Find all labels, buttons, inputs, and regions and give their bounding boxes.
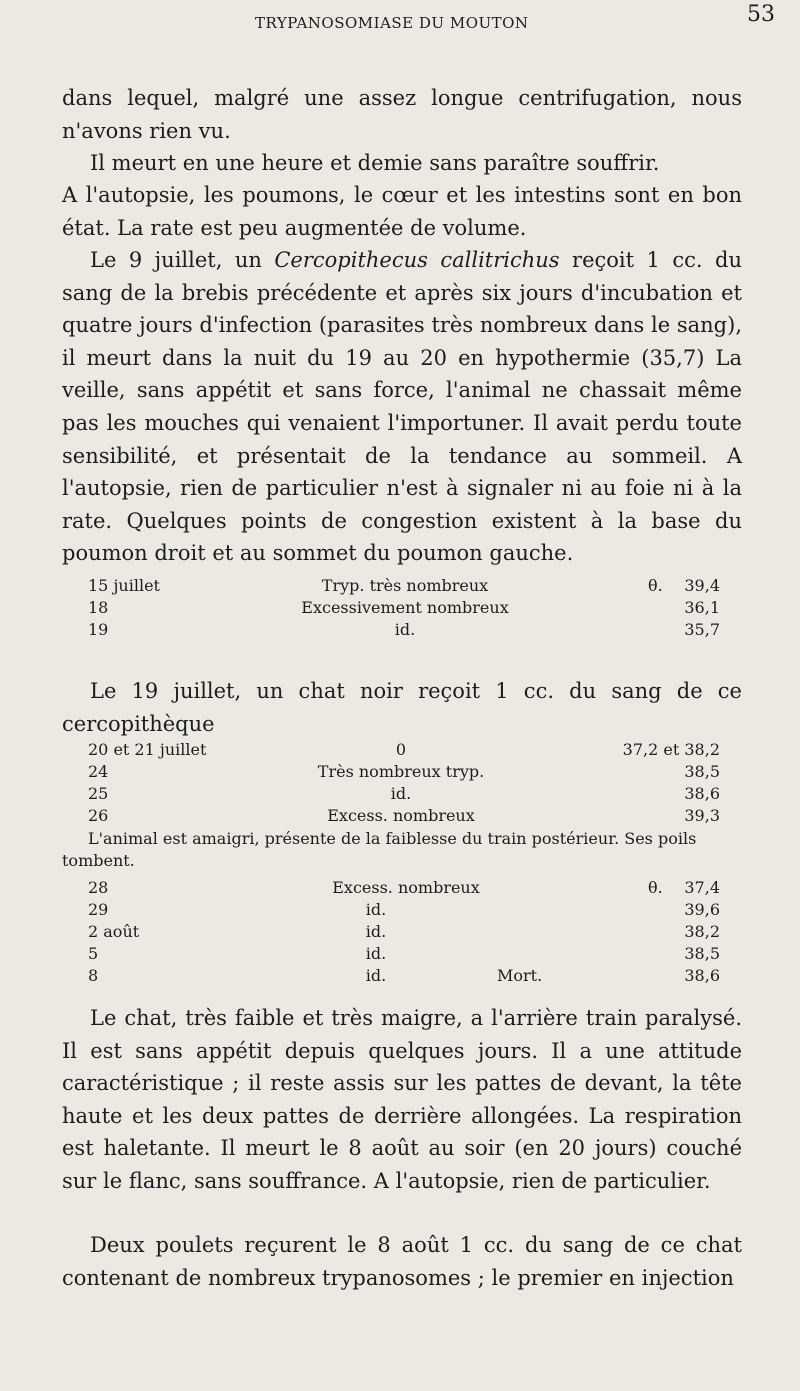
text-after-species: reçoit 1 cc. du sang de la brebis précédente et après six jours d'incubation et quatre jours d'infection (parasites très nombreux dans le sang), il meurt dans la nuit du 19 au 20 en hypothermie (35,7) La veille, sans appétit et sans force, l'animal ne chassait même pas les mouches qui venaient l'importuner. Il avait perdu toute sensibilité, et présentait de la tendance au sommeil. A l'autopsie, rien de particulier n'est à signaler ni au foie ni à la rate. Quelques points de congestion existent à la base du poumon droit et au sommet du poumon gauche. bbox=[62, 248, 742, 566]
temperature-cell: 37,4 bbox=[684, 878, 720, 897]
date-cell: 8 bbox=[88, 966, 99, 985]
temperature-cell: 38,6 bbox=[684, 966, 720, 985]
paragraph-death: Il meurt en une heure et demie sans paraître souffrir. bbox=[90, 151, 660, 175]
temperature-cell: 38,5 bbox=[684, 944, 720, 963]
table-row bbox=[0, 762, 800, 784]
theta-cell: θ. bbox=[648, 576, 663, 595]
temperature-cell: 38,5 bbox=[684, 762, 720, 781]
temperature-cell: 38,2 bbox=[684, 922, 720, 941]
table-row bbox=[0, 966, 800, 988]
date-cell: 5 bbox=[88, 944, 99, 963]
table-row bbox=[0, 878, 800, 900]
death-note: Mort. bbox=[497, 966, 543, 985]
observation-cell: Excess. nombreux bbox=[327, 806, 475, 825]
observation-cell: Très nombreux tryp. bbox=[317, 762, 485, 781]
table-row bbox=[0, 784, 800, 806]
table-row bbox=[0, 620, 800, 642]
date-cell: 15 juillet bbox=[88, 576, 160, 595]
date-cell: 28 bbox=[88, 878, 109, 897]
paragraph-autopsy: A l'autopsie, les poumons, le cœur et les intestins sont en bon état. La rate est peu augmentée de volume. bbox=[62, 183, 742, 240]
running-title: TRYPANOSOMIASE DU MOUTON bbox=[255, 14, 529, 32]
table-cercopithecus bbox=[0, 576, 800, 642]
date-cell: 26 bbox=[88, 806, 109, 825]
observation-cell: id. bbox=[365, 922, 387, 941]
observation-cell: id. bbox=[365, 900, 387, 919]
temperature-cell: 38,6 bbox=[684, 784, 720, 803]
text-before-species: Le 9 juillet, un bbox=[90, 248, 275, 272]
page-number: 53 bbox=[747, 2, 775, 27]
table-row bbox=[0, 576, 800, 598]
observation-cell: id. bbox=[390, 784, 412, 803]
observation-cell: 0 bbox=[395, 740, 407, 759]
date-cell: 20 et 21 juillet bbox=[88, 740, 207, 759]
temperature-cell: 39,4 bbox=[684, 576, 720, 595]
temperature-cell: 37,2 et 38,2 bbox=[622, 740, 720, 759]
paragraph-poulets: Deux poulets reçurent le 8 août 1 cc. du sang de ce chat contenant de nombreux trypanosomes ; le premier en injection bbox=[62, 1233, 742, 1290]
observation-note: L'animal est amaigri, présente de la faiblesse du train postérieur. Ses poils tombent. bbox=[62, 829, 697, 870]
date-cell: 29 bbox=[88, 900, 109, 919]
table-row bbox=[0, 806, 800, 828]
paragraph-chat-paralysis: Le chat, très faible et très maigre, a l'arrière train paralysé. Il est sans appétit depuis quelques jours. Il a une attitude caractéristique ; il reste assis sur les pattes de devant, la tête haute et les deux pattes de derrière allongées. La respiration est haletante. Il meurt le 8 août au soir (en 20 jours) couché sur le flanc, sans souffrance. A l'autopsie, rien de particulier. bbox=[62, 1006, 742, 1193]
observation-cell: id. bbox=[365, 944, 387, 963]
date-cell: 2 août bbox=[88, 922, 140, 941]
date-cell: 19 bbox=[88, 620, 109, 639]
temperature-cell: 36,1 bbox=[684, 598, 720, 617]
table-chat-1 bbox=[0, 740, 800, 828]
paragraph-chat: Le 19 juillet, un chat noir reçoit 1 cc. du sang de ce cercopithèque bbox=[62, 679, 742, 736]
temperature-cell: 35,7 bbox=[684, 620, 720, 639]
temperature-cell: 39,6 bbox=[684, 900, 720, 919]
table-row bbox=[0, 900, 800, 922]
temperature-cell: 39,3 bbox=[684, 806, 720, 825]
observation-cell: Excess. nombreux bbox=[332, 878, 480, 897]
paragraph-continuation: dans lequel, malgré une assez longue centrifugation, nous n'avons rien vu. bbox=[62, 86, 742, 143]
table-row bbox=[0, 944, 800, 966]
paragraph-cercopithecus bbox=[62, 244, 742, 570]
observation-cell: id. bbox=[365, 966, 387, 985]
theta-cell: θ. bbox=[648, 878, 663, 897]
date-cell: 24 bbox=[88, 762, 109, 781]
table-row bbox=[0, 598, 800, 620]
observation-cell: Tryp. très nombreux bbox=[321, 576, 489, 595]
observation-cell: Excessivement nombreux bbox=[301, 598, 509, 617]
date-cell: 18 bbox=[88, 598, 109, 617]
table-chat-2 bbox=[0, 878, 800, 988]
date-cell: 25 bbox=[88, 784, 109, 803]
species-name: Cercopithecus callitrichus bbox=[274, 248, 560, 272]
observation-cell: id. bbox=[394, 620, 416, 639]
table-row bbox=[0, 740, 800, 762]
table-row bbox=[0, 922, 800, 944]
